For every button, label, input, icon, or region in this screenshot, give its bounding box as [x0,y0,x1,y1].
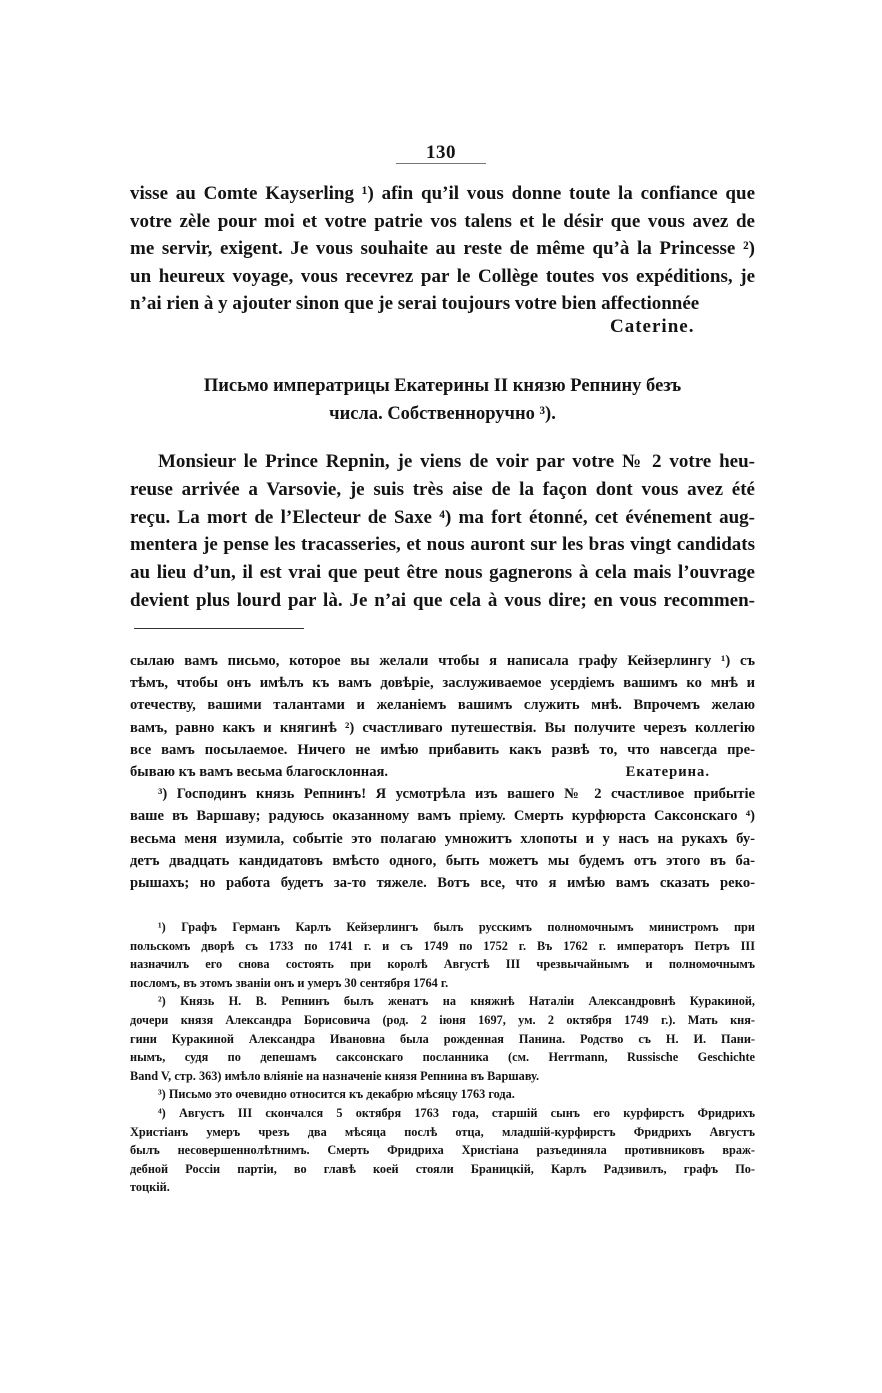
footnote-line: сылаю вамъ письмо, которое вы желали чтобы я написала графу Кейзерлингу ¹) съ [130,653,755,669]
text-line: me servir, exigent. Je vous souhaite au reste de même qu’à la Princesse ²) [130,238,755,260]
russian-signature: Екатерина. [625,764,710,781]
header-rule [396,163,486,164]
text-line: reçu. La mort de l’Electeur de Saxe ⁴) ma fort étonné, cet événement aug- [130,506,755,528]
french-signature: Caterine. [610,316,695,337]
note-line: дебной Россіи партіи, во главѣ коей стояли Браницкій, Карлъ Радзивилъ, графъ По- [130,1161,755,1176]
text-line: un heureux voyage, vous recevrez par le Collège toutes vos expéditions, je [130,265,755,287]
footnote-signature-line [130,761,755,783]
text-line: n’ai rien à y ajouter sinon que je serai toujours votre bien affectionnée [130,293,700,315]
heading-line: числа. Собственноручно ³). [329,404,556,424]
editorial-notes [130,918,755,1197]
footnote-line: весьма меня изумила, событіе это полагаю умножитъ хлопоты и у насъ на рукахъ бу- [130,830,755,847]
note-line: Христіанъ умеръ чрезъ два мѣсяца послѣ отца, младшій-курфирстъ Фридрихъ Августъ [130,1124,755,1139]
text-line: devient plus lourd par là. Je n’ai que cela à vous dire; en vous recommen- [130,589,755,611]
footnote-line: ваше въ Варшаву; радуюсь оказанному вамъ пріему. Смерть курфюрста Саксонскаго ⁴) [130,808,755,825]
note-line: тоцкій. [130,1180,170,1195]
letter-heading [130,372,755,428]
footnote-line: бываю къ вамъ весьма благосклонная. [130,764,389,781]
footnote-line: тѣмъ, чтобы онъ имѣлъ къ вамъ довѣріе, заслуживаемое усердіемъ вашимъ ко мнѣ и [130,675,755,692]
footnote-line: ³) Господинъ князь Репнинъ! Я усмотрѣла изъ вашего № 2 счастливое прибытіе [158,786,755,803]
note-line: былъ несовершеннолѣтнимъ. Смерть Фридриха Христіана разъединяла противниковъ враж- [130,1143,755,1158]
note-line: ¹) Графъ Германъ Карлъ Кейзерлингъ былъ русскимъ полномочнымъ министромъ при [158,920,755,934]
text-line: visse au Comte Kayserling ¹) afin qu’il vous donne toute la confiance que [130,183,755,204]
note-line: польскомъ дворѣ съ 1733 по 1741 г. и съ 1749 по 1752 г. Въ 1762 г. императоръ Петръ III [130,938,755,953]
footnote-line: все вамъ посылаемое. Ничего не имѣю прибавить какъ развѣ то, что навсегда пре- [130,741,755,758]
footnote-line: отечеству, вашими талантами и желаніемъ вашимъ служить мнѣ. Впрочемъ желаю [130,697,755,714]
heading-line: Письмо императрицы Екатерины II князю Репнину безъ [203,376,682,396]
text-line: au lieu d’un, il est vrai que peut être nous gagnerons à cela mais l’ouvrage [130,562,755,584]
note-line: ⁴) Августъ III скончался 5 октября 1763 года, старшій сынъ его курфирстъ Фридрихъ [158,1105,755,1120]
note-line: дочери князя Александра Борисовича (род. 2 іюня 1697, ум. 2 октября 1749 г.). Мать кня- [130,1012,755,1027]
note-line: ³) Письмо это очевидно относится къ декабрю мѣсяцу 1763 года. [158,1087,515,1102]
french-letter-continuation [130,180,755,318]
note-line: ²) Князь Н. В. Репнинъ былъ женатъ на княжнѣ Наталіи Александровнѣ Куракиной, [158,994,755,1009]
letter-body [130,448,755,615]
footnote-line: рышахъ; но работа будетъ за-то тяжеле. Вотъ все, что я имѣю вамъ сказать реко- [130,875,755,892]
text-line: votre zèle pour moi et votre patrie vos talens et le désir que vous avez de [130,210,755,232]
translation-footnotes [130,650,755,894]
text-line: mentera je pense les tracasseries, et nous auront sur les bras vingt candidats [130,534,755,556]
note-line: гини Куракиной Александра Ивановна была рожденная Панина. Родство съ Н. И. Пани- [130,1031,755,1046]
text-line: Monsieur le Prince Repnin, je viens de voir par votre № 2 votre heu- [158,451,755,472]
page-number: 130 [426,142,456,163]
note-line: Band V, стр. 363) имѣло вліяніе на назначеніе князя Репнина въ Варшаву. [130,1068,540,1083]
note-line: нымъ, судя по депешамъ саксонскаго посланника (см. Herrmann, Russische Geschichte [130,1050,755,1065]
footnote-separator [134,628,304,629]
footnote-line: вамъ, равно какъ и княгинѣ ²) счастливаго путешествія. Вы получите черезъ коллегію [130,719,755,736]
page-header [0,142,882,164]
note-line: назначилъ его снова состоять при королѣ Августѣ III чрезвычайнымъ и полномочнымъ [130,957,755,972]
text-line: reuse arrivée a Varsovie, je suis très aise de la façon dont vous avez été [130,478,755,500]
note-line: посломъ, въ этомъ званіи онъ и умеръ 30 сентября 1764 г. [130,975,449,990]
footnote-line: детъ двадцать кандидатовъ вмѣсто одного, быть можетъ мы будемъ отъ этого въ ба- [130,852,755,869]
